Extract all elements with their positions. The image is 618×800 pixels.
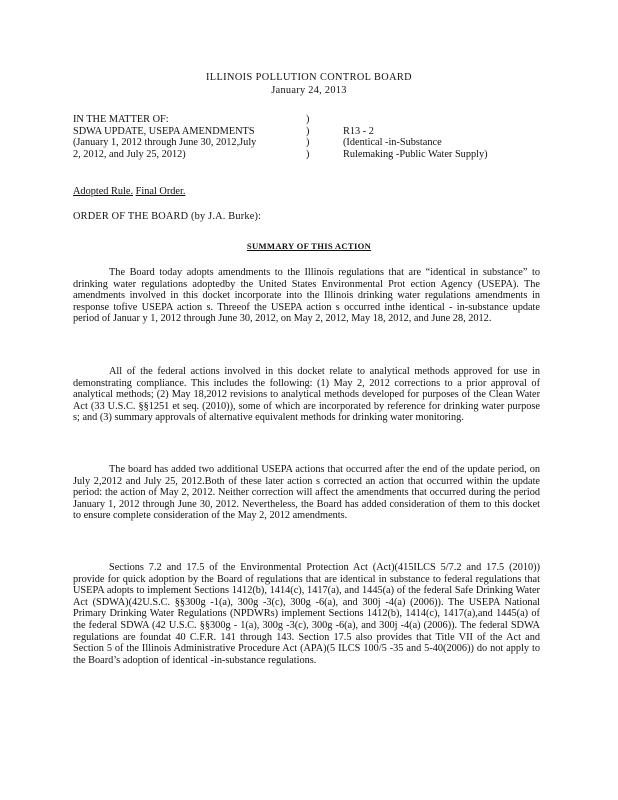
summary-heading: SUMMARY OF THIS ACTION [246, 241, 372, 251]
caption-line: IN THE MATTER OF: [73, 114, 169, 125]
summary-paragraph: All of the federal actions involved in this docket relate to analytical methods approved for use in demonstrating compliance. This includes the following: (1) May 2, 2012 corrections to a prior approval of analytical methods; (2) May 18,2012 revisions to analytical methods developed for purposes of the Clean Water Act (33 U.S.C. §§1251 et seq. (2010)), some of which are incorporated by reference for drinking water purpose s; and (3) summary approvals of alternative equivalent methods for drinking water monitoring. [73, 366, 540, 424]
caption-line: 2, 2012, and July 25, 2012) [73, 148, 186, 160]
summary-paragraph: Sections 7.2 and 17.5 of the Environmental Protection Act (Act)(415ILCS 5/7.2 and 17.5 (2010)) provide for quick adoption by the Board of regulations that are identical in substance to federal regulations that USEPA adopts to implement Sections 1412(b), 1414(c), 1417(a), and 1445(a) of the federal Safe Drinking Water Act (SDWA)(42U.S.C. §§300g -1(a), 300g -3(c), 300g -6(a), and 300j -4(a) (2006)). The USEPA National Primary Drinking Water Regulations (NPDWRs) implement Sections 1412(b), 1414(c), 1417(a),and 1445(a) of the federal SDWA (42 U.S.C. §§300g - 1(a), 300g -3(c), 300g -6(a), and 300j -4(a) (2006)). The federal SDWA regulations are foundat 40 C.F.R. 141 through 143. Section 17.5 also provides that Title VII of the Act and Section 5 of the Illinois Administrative Procedure Act (APA)(5 ILCS 100/5 -35 and 5-40(2006)) do not apply to the Board’s adoption of identical -in-substance regulations. [73, 562, 540, 666]
board-title: ILLINOIS POLLUTION CONTROL BOARD [205, 72, 413, 83]
summary-paragraph: The Board today adopts amendments to the Illinois regulations that are “identical in substance” to drinking water regulations adoptedby the United States Environmental Prot ection Agency (USEPA). The amendments involved in this docket incorporate into the Illinois drinking water regulations amendments in response tofive USEPA action s. Threeof the USEPA action s occurred inthe identical - in-substance update period of Januar y 1, 2012 through June 30, 2012, on May 2, 2012, May 18, 2012, and June 28, 2012. [73, 267, 540, 325]
case-caption-left [73, 114, 308, 160]
caption-paren: ) [306, 125, 310, 137]
case-caption-right [343, 114, 523, 160]
caption-paren: ) [306, 137, 310, 149]
caption-line: SDWA UPDATE, USEPA AMENDMENTS [73, 125, 255, 137]
adopted-rule: Adopted Rule. [73, 186, 134, 197]
caption-docket-line: R13 - 2 [343, 125, 374, 137]
caption-docket-line: (Identical -in-Substance [343, 137, 442, 149]
case-caption-parens [306, 114, 316, 160]
order-date: January 24, 2013 [271, 85, 347, 96]
order-of-board: ORDER OF THE BOARD (by J.A. Burke): [73, 211, 262, 222]
summary-paragraph: The board has added two additional USEPA actions that occurred after the end of the update period, on July 2,2012 and July 25, 2012.Both of these later action s corrected an action that occurred within the update period: the action of May 2, 2012. Neither correction will affect the amendments that occurred during the period January 1, 2012 through June 30, 2012. Nevertheless, the Board has added consideration of them to this docket to ensure complete consideration of the May 2, 2012 amendments. [73, 464, 540, 522]
adopted-rule-line [73, 186, 185, 198]
caption-docket-line [343, 114, 523, 126]
caption-paren: ) [306, 114, 310, 125]
caption-line: (January 1, 2012 through June 30, 2012,July [73, 137, 257, 149]
caption-docket-line: Rulemaking -Public Water Supply) [343, 148, 488, 160]
caption-paren: ) [306, 148, 310, 160]
final-order: Final Order. [135, 186, 186, 197]
